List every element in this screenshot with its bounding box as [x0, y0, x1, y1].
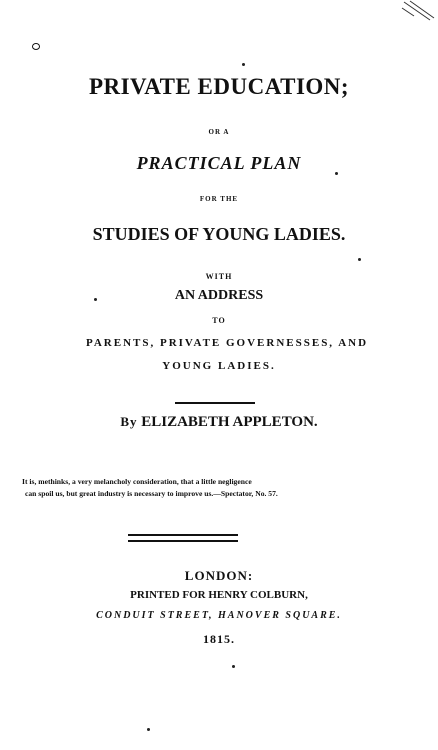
imprint-address: CONDUIT STREET, HANOVER SQUARE.: [96, 610, 342, 621]
ink-speck: [232, 665, 235, 668]
ink-speck: [94, 298, 97, 301]
imprint-year: 1815.: [203, 632, 235, 646]
divider-rule: [175, 402, 255, 404]
subtitle-address: AN ADDRESS: [174, 288, 264, 303]
connector-with: WITH: [205, 272, 233, 281]
audience-line-1: PARENTS, PRIVATE GOVERNESSES, AND: [85, 337, 369, 349]
connector-to: TO: [212, 316, 226, 325]
book-title: PRIVATE EDUCATION;: [88, 74, 350, 99]
page-blemish: [32, 43, 40, 50]
connector-or-a: OR A: [208, 128, 230, 136]
author-line: [0, 414, 438, 431]
epigraph: [22, 476, 432, 500]
double-rule-top: [128, 534, 238, 536]
imprint-place: LONDON:: [184, 568, 254, 583]
ink-speck: [358, 258, 361, 261]
ink-speck: [242, 63, 245, 66]
author-name: ELIZABETH APPLETON.: [141, 414, 318, 430]
epigraph-line-1: It is, methinks, a very melancholy consideration, that a little negligence: [22, 477, 252, 486]
double-rule-bottom: [128, 540, 238, 542]
imprint-printer: PRINTED FOR HENRY COLBURN,: [130, 589, 308, 601]
audience-line-2: YOUNG LADIES.: [162, 360, 276, 372]
subtitle-studies: STUDIES OF YOUNG LADIES.: [92, 224, 346, 244]
page-scratch-marks: [400, 0, 438, 25]
author-by: By: [120, 414, 138, 429]
ink-speck: [335, 172, 338, 175]
epigraph-line-2: can spoil us, but great industry is necessary to improve us.—Spectator, No. 57.: [25, 489, 278, 498]
ink-speck: [147, 728, 150, 731]
book-subtitle: PRACTICAL PLAN: [136, 153, 302, 173]
connector-for-the: FOR THE: [199, 195, 239, 203]
